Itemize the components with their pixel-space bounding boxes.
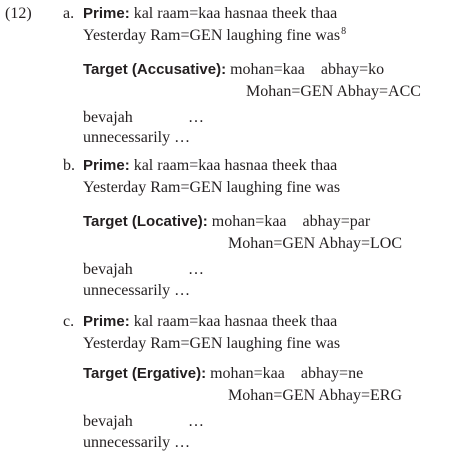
target-line bbox=[83, 213, 370, 231]
prime-label: Prime: bbox=[83, 313, 130, 330]
target-line bbox=[83, 61, 384, 79]
target-gloss: Mohan=GEN Abhay=LOC bbox=[228, 235, 403, 252]
continuation-gloss: unnecessarily … bbox=[83, 434, 191, 451]
prime-label: Prime: bbox=[83, 5, 130, 22]
footnote-marker: 8 bbox=[341, 26, 347, 37]
continuation-word: bevajah bbox=[83, 413, 133, 430]
prime-text: kal raam=kaa hasnaa theek thaa bbox=[133, 313, 338, 330]
target-label: Target (Ergative): bbox=[83, 365, 207, 382]
item-marker: c. bbox=[63, 313, 75, 330]
target-line bbox=[83, 365, 363, 383]
prime-text: kal raam=kaa hasnaa theek thaa bbox=[133, 157, 338, 174]
item-marker: b. bbox=[63, 157, 75, 174]
continuation-ellipsis: … bbox=[188, 261, 204, 278]
target-text: mohan=kaa abhay=ko bbox=[230, 61, 385, 78]
prime-line bbox=[83, 157, 337, 175]
target-text: mohan=kaa abhay=ne bbox=[210, 365, 364, 382]
target-gloss: Mohan=GEN Abhay=ACC bbox=[246, 83, 421, 100]
continuation-word: bevajah bbox=[83, 109, 133, 126]
prime-gloss: Yesterday Ram=GEN laughing fine was bbox=[83, 27, 341, 44]
target-label: Target (Accusative): bbox=[83, 61, 227, 78]
item-marker: a. bbox=[63, 5, 75, 22]
target-label: Target (Locative): bbox=[83, 213, 208, 230]
target-text: mohan=kaa abhay=par bbox=[211, 213, 371, 230]
prime-text: kal raam=kaa hasnaa theek thaa bbox=[133, 5, 338, 22]
prime-line bbox=[83, 313, 337, 331]
continuation-ellipsis: … bbox=[188, 413, 204, 430]
prime-label: Prime: bbox=[83, 157, 130, 174]
continuation-ellipsis: … bbox=[188, 109, 204, 126]
prime-line bbox=[83, 5, 337, 23]
prime-gloss: Yesterday Ram=GEN laughing fine was bbox=[83, 335, 341, 352]
example-number: (12) bbox=[5, 5, 32, 22]
prime-gloss-line bbox=[83, 27, 345, 47]
target-gloss: Mohan=GEN Abhay=ERG bbox=[228, 387, 403, 404]
continuation-gloss: unnecessarily … bbox=[83, 129, 191, 146]
continuation-word: bevajah bbox=[83, 261, 133, 278]
prime-gloss: Yesterday Ram=GEN laughing fine was bbox=[83, 179, 341, 196]
continuation-gloss: unnecessarily … bbox=[83, 282, 191, 299]
